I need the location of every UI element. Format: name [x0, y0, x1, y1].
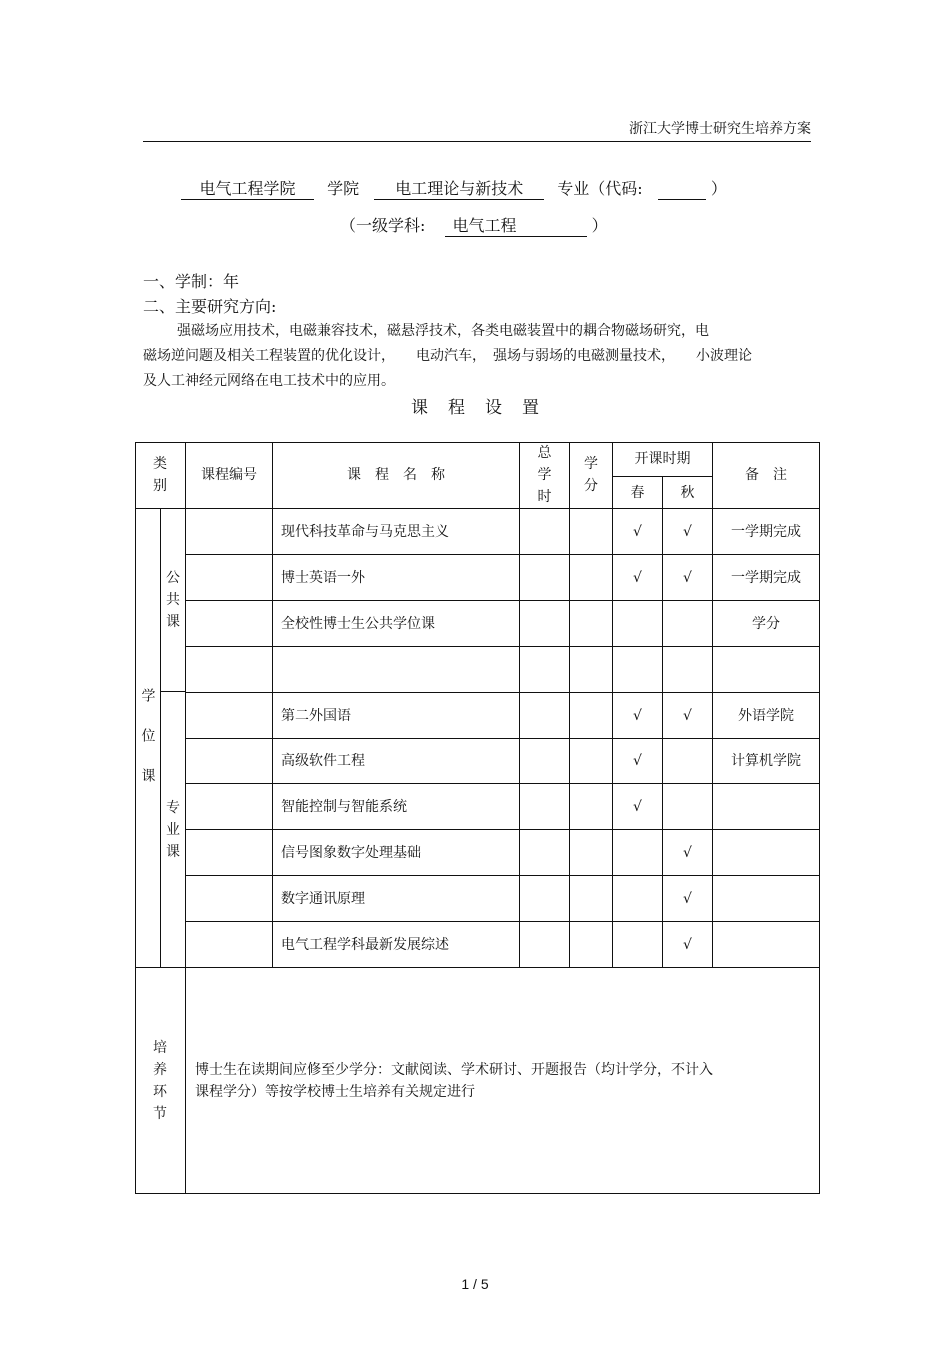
course-hours-cell [520, 784, 570, 830]
course-name-cell: 第二外国语 [273, 693, 520, 739]
course-hours-cell [520, 601, 570, 647]
course-credits-cell [570, 647, 613, 693]
course-code-cell [186, 555, 273, 601]
major-value: 电工理论与新技术 [374, 179, 544, 200]
remark-cell [713, 647, 820, 693]
spring-mark-cell [613, 647, 663, 693]
header-course-code: 课程编号 [186, 442, 273, 509]
course-code-cell [186, 784, 273, 830]
course-name-cell: 高级软件工程 [273, 739, 520, 784]
course-credits-cell [570, 509, 613, 555]
group-degree-courses: 学 位 课 [135, 509, 161, 968]
autumn-mark-cell: √ [663, 922, 713, 968]
autumn-mark-cell [663, 739, 713, 784]
running-title: 浙江大学博士研究生培养方案 [629, 121, 811, 137]
course-name-cell: 全校性博士生公共学位课 [273, 601, 520, 647]
college-value: 电气工程学院 [181, 179, 314, 200]
course-credits-cell [570, 784, 613, 830]
spring-mark-cell [613, 876, 663, 922]
remark-cell: 一学期完成 [713, 509, 820, 555]
remark-cell: 学分 [713, 601, 820, 647]
course-credits-cell [570, 922, 613, 968]
remark-cell [713, 784, 820, 830]
course-code-cell [186, 830, 273, 876]
autumn-mark-cell [663, 647, 713, 693]
running-header [143, 118, 811, 142]
autumn-mark-cell: √ [663, 693, 713, 739]
major-label: 专业（代码: [557, 179, 643, 198]
course-code-cell [186, 876, 273, 922]
directions-line-2: 磁场逆问题及相关工程装置的优化设计， 电动汽车， 强场与弱场的电磁测量技术， 小波理论 [143, 348, 752, 364]
remark-cell [713, 876, 820, 922]
header-total-hours: 总学时 [520, 442, 570, 509]
header-spring: 春 [613, 477, 663, 509]
spring-mark-cell [613, 922, 663, 968]
course-code-cell [186, 922, 273, 968]
remark-cell: 一学期完成 [713, 555, 820, 601]
course-table [135, 442, 820, 1194]
course-credits-cell [570, 555, 613, 601]
course-name-cell: 博士英语一外 [273, 555, 520, 601]
course-name-cell [273, 647, 520, 693]
course-hours-cell [520, 555, 570, 601]
discipline-label: （一级学科: [340, 216, 426, 235]
table-title: 课程设置 [411, 398, 559, 418]
discipline-value: 电气工程 [445, 216, 587, 237]
directions-line-3: 及人工神经元网络在电工技术中的应用。 [143, 373, 395, 389]
header-period: 开课时期 [613, 442, 713, 477]
header-remarks: 备 注 [713, 442, 820, 509]
discipline-close: ） [591, 216, 608, 235]
training-line-2: 课程学分）等按学校博士生培养有关规定进行 [195, 1083, 475, 1100]
course-credits-cell [570, 739, 613, 784]
autumn-mark-cell: √ [663, 830, 713, 876]
course-code-cell [186, 647, 273, 693]
course-credits-cell [570, 830, 613, 876]
discipline-line [340, 213, 608, 237]
course-name-cell: 现代科技革命与马克思主义 [273, 509, 520, 555]
spring-mark-cell: √ [613, 555, 663, 601]
course-hours-cell [520, 830, 570, 876]
directions-heading: 二、主要研究方向: [143, 297, 277, 316]
spring-mark-cell: √ [613, 739, 663, 784]
course-hours-cell [520, 647, 570, 693]
autumn-mark-cell: √ [663, 555, 713, 601]
spring-mark-cell: √ [613, 693, 663, 739]
autumn-mark-cell [663, 601, 713, 647]
course-name-cell: 电气工程学科最新发展综述 [273, 922, 520, 968]
course-hours-cell [520, 922, 570, 968]
course-code-cell [186, 739, 273, 784]
header-autumn: 秋 [663, 477, 713, 509]
course-name-cell: 数字通讯原理 [273, 876, 520, 922]
course-hours-cell [520, 739, 570, 784]
spring-mark-cell [613, 601, 663, 647]
course-name-cell: 智能控制与智能系统 [273, 784, 520, 830]
major-code-value [658, 180, 706, 200]
duration-heading: 一、学制：年 [143, 272, 240, 291]
autumn-mark-cell: √ [663, 876, 713, 922]
major-code-close: ） [710, 179, 727, 198]
remark-cell: 外语学院 [713, 693, 820, 739]
spring-mark-cell: √ [613, 784, 663, 830]
remark-cell: 计算机学院 [713, 739, 820, 784]
course-credits-cell [570, 693, 613, 739]
course-hours-cell [520, 509, 570, 555]
directions-line-1: 强磁场应用技术，电磁兼容技术，磁悬浮技术，各类电磁装置中的耦合物磁场研究，电 [177, 323, 709, 339]
course-name-cell: 信号图象数字处理基础 [273, 830, 520, 876]
training-content [186, 968, 820, 1194]
header-course-name: 课 程 名 称 [273, 442, 520, 509]
header-category: 类别 [135, 442, 186, 509]
group-public-courses: 公共课 [161, 509, 186, 692]
remark-cell [713, 922, 820, 968]
autumn-mark-cell: √ [663, 509, 713, 555]
course-credits-cell [570, 601, 613, 647]
autumn-mark-cell [663, 784, 713, 830]
spring-mark-cell: √ [613, 509, 663, 555]
spring-mark-cell [613, 830, 663, 876]
group-major-courses: 专业课 [161, 692, 186, 968]
course-hours-cell [520, 876, 570, 922]
course-code-cell [186, 601, 273, 647]
header-credits: 学分 [570, 442, 613, 509]
college-label: 学院 [327, 179, 360, 198]
training-label: 培养环节 [135, 968, 186, 1194]
course-hours-cell [520, 693, 570, 739]
course-code-cell [186, 693, 273, 739]
course-credits-cell [570, 876, 613, 922]
training-line-1: 博士生在读期间应修至少学分：文献阅读、学术研讨、开题报告（均计学分，不计入 [195, 1061, 713, 1078]
page-number: 1 / 5 [461, 1276, 489, 1292]
course-code-cell [186, 509, 273, 555]
college-major-line [181, 176, 727, 200]
remark-cell [713, 830, 820, 876]
